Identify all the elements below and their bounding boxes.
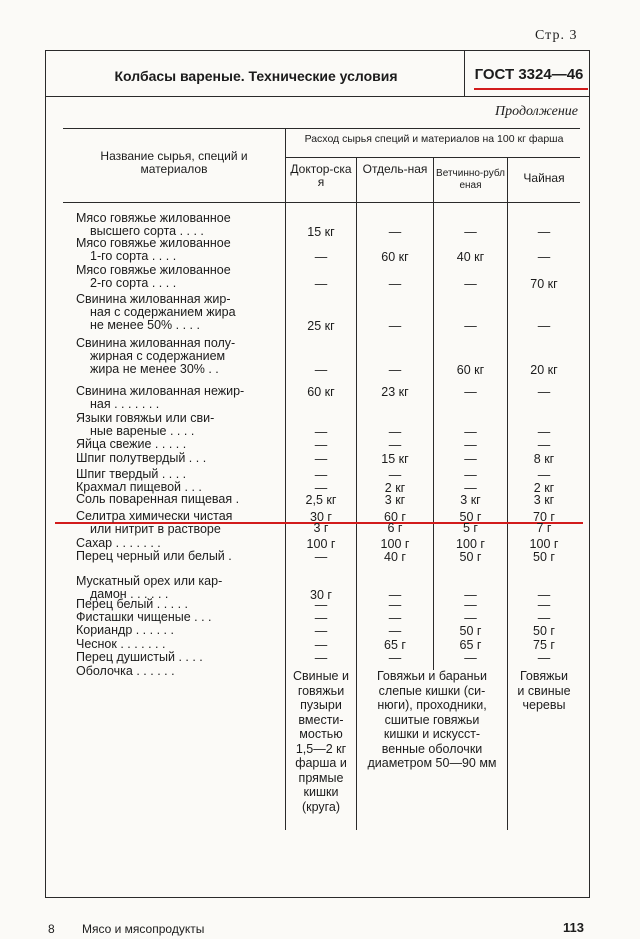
row-value: — bbox=[537, 611, 551, 625]
col-header-vetchinno: Ветчинно-рубленая bbox=[436, 168, 505, 191]
row-value: — bbox=[388, 277, 402, 291]
row-name-line: ная . . . . . . . bbox=[90, 397, 160, 411]
row-value: — bbox=[537, 651, 551, 665]
row-value: — bbox=[464, 598, 477, 612]
row-name-line: высшего сорта . . . . bbox=[90, 224, 204, 238]
casing-note-line: кишки bbox=[303, 785, 339, 799]
row-name-line: Яйца свежие . . . . . bbox=[76, 437, 187, 451]
row-name-line: Кориандр . . . . . . bbox=[76, 623, 174, 637]
row-value: — bbox=[314, 624, 328, 638]
gost-code: ГОСТ 3324—46 bbox=[474, 66, 584, 83]
row-value: — bbox=[537, 250, 551, 264]
row-value: — bbox=[314, 277, 328, 291]
name-column-header: Название сырья, специй и материалов bbox=[100, 149, 248, 176]
col-header-otdelnaya: Отдель-ная bbox=[362, 162, 428, 176]
row-name-line: Языки говяжьи или сви- bbox=[76, 411, 215, 425]
row-value: — bbox=[388, 319, 402, 333]
row-value: 20 кг bbox=[530, 363, 558, 377]
casing-note-line: фарша и bbox=[295, 756, 347, 770]
row-name-line: Соль поваренная пищевая . bbox=[76, 492, 240, 506]
row-value-secondary: 7 г bbox=[536, 521, 552, 535]
row-name-line: Чеснок . . . . . . . bbox=[76, 637, 166, 651]
row-name-line: дамон . . . . . . bbox=[90, 587, 169, 601]
row-value: — bbox=[464, 452, 477, 466]
row-value: — bbox=[464, 425, 477, 439]
casing-note-line: и свиные bbox=[517, 683, 571, 698]
row-value: — bbox=[537, 225, 551, 239]
row-value: — bbox=[314, 598, 328, 612]
row-value: 23 кг bbox=[381, 385, 409, 399]
row-value-secondary: 3 г bbox=[313, 521, 329, 535]
row-value: 2 кг bbox=[533, 481, 555, 495]
row-value: 65 г bbox=[459, 638, 482, 652]
row-value: — bbox=[464, 611, 477, 625]
row-value: — bbox=[464, 225, 477, 239]
row-value: 100 г bbox=[529, 537, 559, 551]
row-name-line: ная с содержанием жира bbox=[90, 305, 236, 319]
row-value: — bbox=[388, 425, 402, 439]
casing-note-line: пузыри bbox=[300, 698, 342, 712]
row-value: — bbox=[537, 588, 551, 602]
row-name-line: Перец белый . . . . . bbox=[76, 597, 189, 611]
casing-note-line: вмести- bbox=[298, 712, 344, 727]
row-value: 50 г bbox=[459, 510, 482, 524]
casing-note-line: сшитые говяжьи bbox=[384, 712, 480, 727]
document-title: Колбасы вареные. Технические условия bbox=[114, 68, 398, 84]
row-value: 3 кг bbox=[533, 493, 555, 507]
row-name-line: Свинина жилованная жир- bbox=[76, 292, 231, 306]
row-value: — bbox=[314, 481, 328, 495]
row-value: — bbox=[388, 651, 402, 665]
row-value: — bbox=[388, 363, 402, 377]
row-value: — bbox=[388, 611, 402, 625]
row-name-line: Мускатный орех или кар- bbox=[76, 574, 223, 588]
row-value: — bbox=[388, 588, 402, 602]
casing-note-line: прямые bbox=[298, 770, 344, 785]
row-name-line: Свинина жилованная полу- bbox=[76, 336, 236, 350]
row-name-line: Оболочка . . . . . . bbox=[76, 664, 175, 678]
row-name-line: жира не менее 30% . . bbox=[90, 362, 219, 376]
row-value: — bbox=[314, 250, 328, 264]
casing-note-line: (круга) bbox=[301, 799, 341, 814]
row-value: 3 кг bbox=[460, 493, 481, 507]
casing-note-line: слепые кишки (си- bbox=[378, 683, 486, 698]
row-value: — bbox=[314, 611, 328, 625]
row-value: — bbox=[537, 425, 551, 439]
row-value: — bbox=[388, 468, 402, 482]
row-value: — bbox=[314, 651, 328, 665]
row-value: 60 г bbox=[384, 510, 406, 524]
row-value: 100 г bbox=[380, 537, 410, 551]
row-value: 50 г bbox=[459, 624, 482, 638]
casing-note-line: 1,5—2 кг bbox=[295, 741, 347, 756]
row-value: — bbox=[314, 452, 328, 466]
row-value: — bbox=[537, 385, 551, 399]
casing-note-line: диаметром 50—90 мм bbox=[367, 756, 497, 770]
row-value-secondary: 6 г bbox=[387, 521, 403, 535]
row-value: 70 кг bbox=[530, 277, 558, 291]
row-name-line: Шпиг полутвердый . . . bbox=[76, 451, 207, 465]
row-value: 15 кг bbox=[381, 452, 409, 466]
row-value: 2 кг bbox=[384, 481, 406, 495]
row-value: — bbox=[464, 651, 477, 665]
row-name-line: жирная с содержанием bbox=[90, 349, 226, 363]
row-value: — bbox=[314, 638, 328, 652]
row-value: 30 г bbox=[310, 510, 332, 524]
row-name-line: Свинина жилованная нежир- bbox=[76, 384, 245, 398]
row-value: — bbox=[314, 363, 328, 377]
row-name-line: Крахмал пищевой . . . bbox=[76, 480, 202, 494]
row-value: 100 г bbox=[306, 537, 336, 551]
row-value: 8 кг bbox=[533, 452, 555, 466]
row-value: — bbox=[464, 588, 477, 602]
row-name-line: Мясо говяжье жилованное bbox=[76, 236, 231, 250]
row-value: — bbox=[464, 385, 477, 399]
row-value: 25 кг bbox=[307, 319, 335, 333]
row-name-line: Сахар . . . . . . . bbox=[76, 536, 161, 550]
col-header-chainaya: Чайная bbox=[523, 171, 565, 185]
row-value: 50 г bbox=[533, 624, 555, 638]
row-value: — bbox=[388, 624, 402, 638]
row-name-line: ные вареные . . . . bbox=[90, 424, 195, 438]
col-header-doktorskaya: Доктор-ская bbox=[290, 162, 352, 189]
row-value: 30 г bbox=[310, 588, 332, 602]
casing-note-line: мостью bbox=[299, 727, 343, 741]
casing-note-line: нюги), проходники, bbox=[377, 698, 487, 712]
row-name-line: Селитра химически чистая bbox=[76, 509, 233, 523]
row-name-line: 2-го сорта . . . . bbox=[90, 276, 177, 290]
row-name-line: Мясо говяжье жилованное bbox=[76, 211, 231, 225]
row-name-line: Фисташки чищеные . . . bbox=[76, 610, 212, 624]
casing-note-line: говяжьи bbox=[297, 683, 345, 698]
row-value: — bbox=[537, 598, 551, 612]
row-name-line: 1-го сорта . . . . bbox=[90, 249, 177, 263]
row-value: — bbox=[464, 319, 477, 333]
header-bottom-line bbox=[45, 96, 590, 97]
row-value: 50 г bbox=[459, 550, 482, 564]
row-value: — bbox=[314, 438, 328, 452]
footer-page-number: 113 bbox=[563, 920, 584, 935]
row-value: 3 кг bbox=[384, 493, 406, 507]
casing-note-line: кишки и искусст- bbox=[383, 727, 481, 741]
row-value: — bbox=[537, 468, 551, 482]
row-value: — bbox=[464, 277, 477, 291]
row-value: 2,5 кг bbox=[305, 493, 337, 507]
casing-note-line: Говяжьи и бараньи bbox=[376, 669, 488, 683]
row-value: 15 кг bbox=[307, 225, 335, 239]
casing-note-line: венные оболочки bbox=[381, 741, 483, 756]
row-value-secondary: 5 г bbox=[463, 521, 478, 535]
casing-note-line: Свиные и bbox=[293, 669, 349, 683]
header-divider bbox=[464, 50, 465, 96]
row-value: 60 кг bbox=[381, 250, 409, 264]
row-value: — bbox=[314, 468, 328, 482]
header-bottom-rule bbox=[63, 202, 580, 203]
group-column-header: Расход сырья специй и материалов на 100 кг фарша bbox=[304, 133, 564, 145]
row-value: — bbox=[388, 225, 402, 239]
row-name-line: или нитрит в растворе bbox=[90, 522, 221, 536]
row-value: — bbox=[464, 468, 477, 482]
row-name-line: Шпиг твердый . . . . bbox=[76, 467, 187, 481]
row-value: 100 г bbox=[456, 537, 485, 551]
row-value: — bbox=[464, 438, 477, 452]
row-value: 40 кг bbox=[456, 250, 485, 264]
page-reference: Стр. 3 bbox=[535, 28, 578, 43]
red-underline-gost bbox=[474, 88, 588, 90]
row-name-line: не менее 50% . . . . bbox=[90, 318, 200, 332]
row-value: — bbox=[314, 550, 328, 564]
footer-left-text: Мясо и мясопродукты bbox=[82, 922, 205, 936]
row-name-line: Мясо говяжье жилованное bbox=[76, 263, 231, 277]
row-value: — bbox=[388, 438, 402, 452]
row-value: — bbox=[537, 319, 551, 333]
row-value: 50 г bbox=[533, 550, 555, 564]
footer-left-number: 8 bbox=[48, 922, 55, 936]
row-value: 60 кг bbox=[307, 385, 335, 399]
row-value: 75 г bbox=[533, 638, 555, 652]
row-value: — bbox=[464, 481, 477, 495]
row-value: 65 г bbox=[384, 638, 406, 652]
table-top-line bbox=[63, 128, 580, 129]
row-name-line: Перец черный или белый . bbox=[76, 549, 232, 563]
row-value: — bbox=[537, 438, 551, 452]
casing-note-line: Говяжьи bbox=[519, 669, 568, 683]
row-value: 70 г bbox=[533, 510, 555, 524]
row-value: — bbox=[314, 425, 328, 439]
casing-note-line: черевы bbox=[522, 698, 566, 712]
continued-label: Продолжение bbox=[495, 104, 578, 119]
row-name-line: Перец душистый . . . . bbox=[76, 650, 203, 664]
row-value: — bbox=[388, 598, 402, 612]
row-value: 40 г bbox=[384, 550, 406, 564]
row-value: 60 кг bbox=[456, 363, 485, 377]
